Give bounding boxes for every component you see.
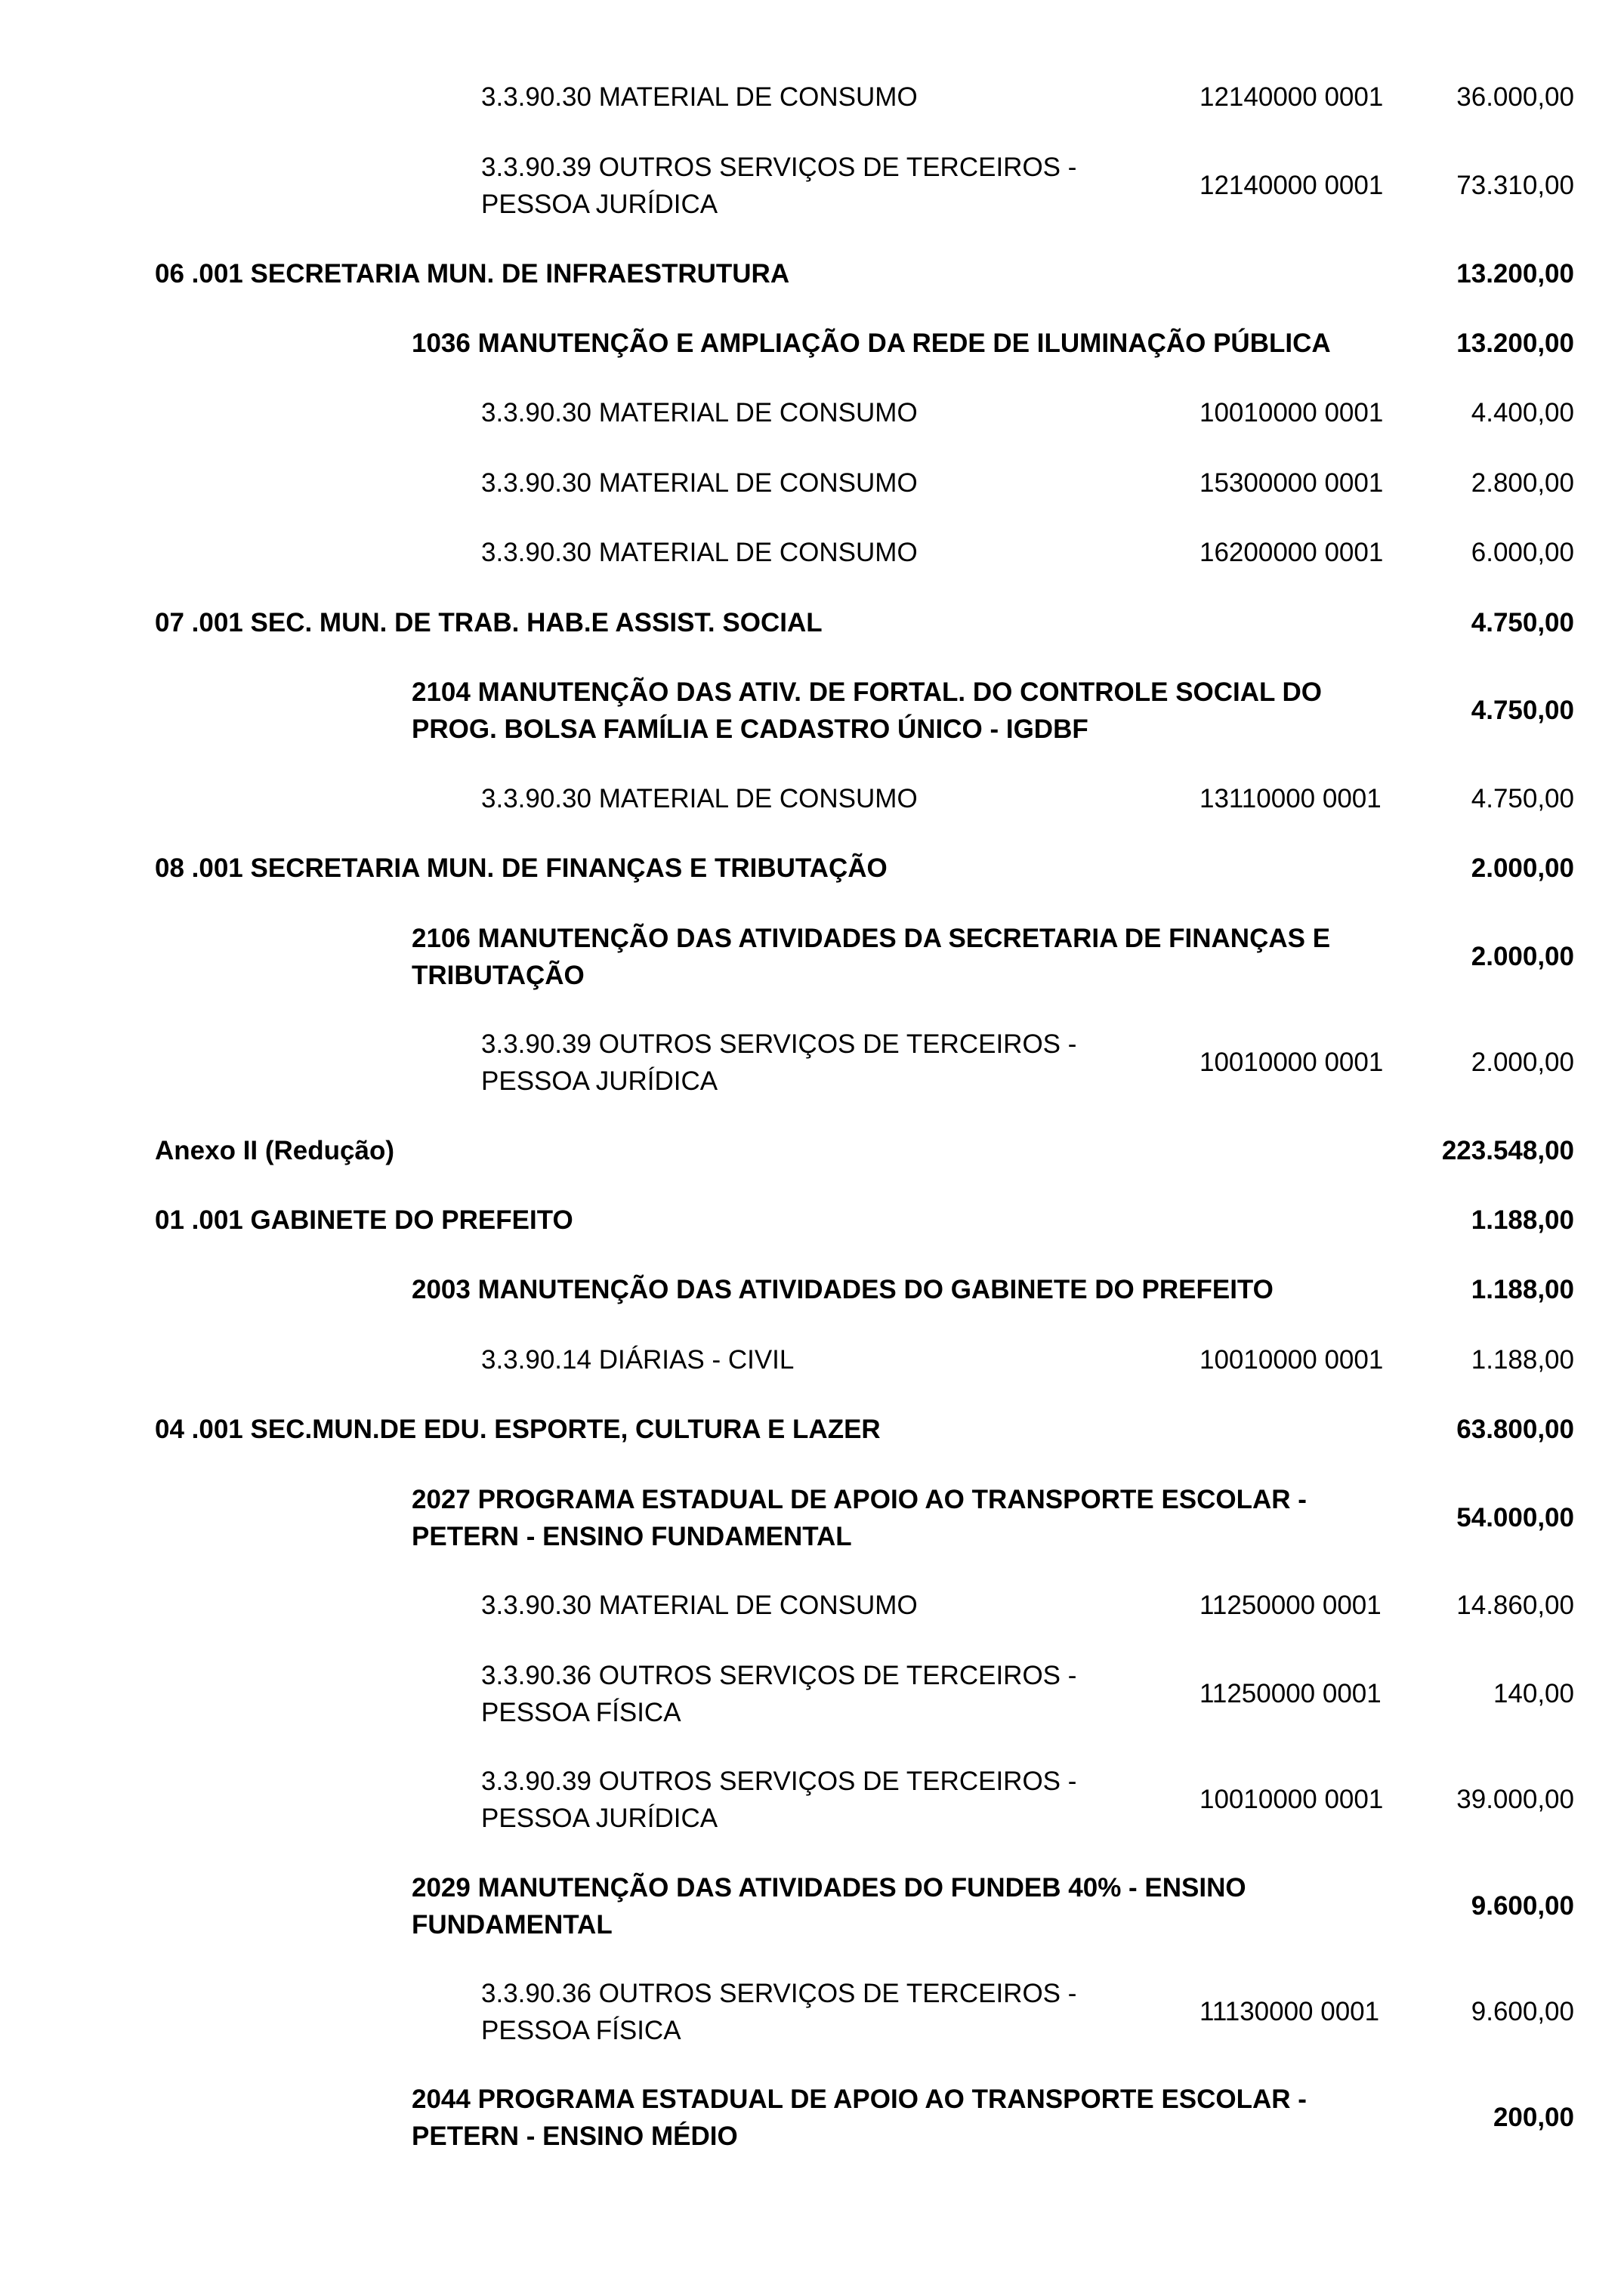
row-source: 11130000 0001 bbox=[1199, 1997, 1380, 2026]
row-value: 4.750,00 bbox=[1471, 784, 1574, 813]
row-value: 6.000,00 bbox=[1471, 538, 1574, 567]
row-value: 2.000,00 bbox=[1471, 942, 1574, 971]
row-source: 11250000 0001 bbox=[1199, 1591, 1382, 1620]
row-source: 10010000 0001 bbox=[1199, 1048, 1384, 1077]
row-value: 13.200,00 bbox=[1456, 259, 1574, 289]
row-description: 3.3.90.39 OUTROS SERVIÇOS DE TERCEIROS - PESSOA JURÍDICA bbox=[481, 1029, 1077, 1096]
row-description: 3.3.90.30 MATERIAL DE CONSUMO bbox=[481, 468, 918, 498]
row-value: 140,00 bbox=[1493, 1679, 1574, 1708]
row-value: 13.200,00 bbox=[1456, 329, 1574, 358]
row-source: 10010000 0001 bbox=[1199, 398, 1384, 427]
row-source: 10010000 0001 bbox=[1199, 1345, 1384, 1375]
row-source: 11250000 0001 bbox=[1199, 1679, 1382, 1708]
row-description: 3.3.90.36 OUTROS SERVIÇOS DE TERCEIROS - PESSOA FÍSICA bbox=[481, 1979, 1077, 2045]
row-description: 3.3.90.30 MATERIAL DE CONSUMO bbox=[481, 82, 918, 112]
row-description: Anexo II (Redução) bbox=[155, 1136, 394, 1165]
row-description: 2003 MANUTENÇÃO DAS ATIVIDADES DO GABINETE DO PREFEITO bbox=[412, 1275, 1274, 1304]
row-description: 06 .001 SECRETARIA MUN. DE INFRAESTRUTURA bbox=[155, 259, 790, 289]
row-value: 9.600,00 bbox=[1471, 1891, 1574, 1921]
row-description: 2029 MANUTENÇÃO DAS ATIVIDADES DO FUNDEB 40% - ENSINO FUNDAMENTAL bbox=[412, 1873, 1246, 1940]
row-source: 12140000 0001 bbox=[1199, 171, 1384, 200]
row-description: 3.3.90.30 MATERIAL DE CONSUMO bbox=[481, 1591, 918, 1620]
row-value: 73.310,00 bbox=[1456, 171, 1574, 200]
row-description: 08 .001 SECRETARIA MUN. DE FINANÇAS E TRIBUTAÇÃO bbox=[155, 853, 888, 883]
row-value: 4.750,00 bbox=[1471, 696, 1574, 725]
row-description: 3.3.90.30 MATERIAL DE CONSUMO bbox=[481, 398, 918, 427]
row-source: 10010000 0001 bbox=[1199, 1785, 1384, 1814]
row-description: 2027 PROGRAMA ESTADUAL DE APOIO AO TRANSPORTE ESCOLAR - PETERN - ENSINO FUNDAMENTAL bbox=[412, 1485, 1307, 1551]
row-description: 3.3.90.30 MATERIAL DE CONSUMO bbox=[481, 784, 918, 813]
row-value: 36.000,00 bbox=[1456, 82, 1574, 112]
row-value: 63.800,00 bbox=[1456, 1415, 1574, 1444]
row-description: 3.3.90.30 MATERIAL DE CONSUMO bbox=[481, 538, 918, 567]
row-value: 2.000,00 bbox=[1471, 853, 1574, 883]
row-description: 3.3.90.39 OUTROS SERVIÇOS DE TERCEIROS - PESSOA JURÍDICA bbox=[481, 153, 1077, 219]
row-value: 2.800,00 bbox=[1471, 468, 1574, 498]
row-description: 2104 MANUTENÇÃO DAS ATIV. DE FORTAL. DO CONTROLE SOCIAL DO PROG. BOLSA FAMÍLIA E CADASTRO ÚNICO - IGDBF bbox=[412, 677, 1323, 744]
row-description: 3.3.90.39 OUTROS SERVIÇOS DE TERCEIROS - PESSOA JURÍDICA bbox=[481, 1767, 1077, 1833]
row-source: 15300000 0001 bbox=[1199, 468, 1384, 498]
row-value: 4.750,00 bbox=[1471, 608, 1574, 637]
row-description: 3.3.90.14 DIÁRIAS - CIVIL bbox=[481, 1345, 795, 1375]
row-value: 1.188,00 bbox=[1471, 1205, 1574, 1235]
row-value: 223.548,00 bbox=[1441, 1136, 1574, 1165]
row-description: 07 .001 SEC. MUN. DE TRAB. HAB.E ASSIST. SOCIAL bbox=[155, 608, 823, 637]
row-description: 3.3.90.36 OUTROS SERVIÇOS DE TERCEIROS - PESSOA FÍSICA bbox=[481, 1661, 1077, 1727]
row-value: 1.188,00 bbox=[1471, 1275, 1574, 1304]
row-description: 04 .001 SEC.MUN.DE EDU. ESPORTE, CULTURA E LAZER bbox=[155, 1415, 881, 1444]
row-description: 2106 MANUTENÇÃO DAS ATIVIDADES DA SECRETARIA DE FINANÇAS E TRIBUTAÇÃO bbox=[412, 924, 1331, 990]
row-value: 1.188,00 bbox=[1471, 1345, 1574, 1375]
row-description: 1036 MANUTENÇÃO E AMPLIAÇÃO DA REDE DE ILUMINAÇÃO PÚBLICA bbox=[412, 329, 1331, 358]
row-description: 2044 PROGRAMA ESTADUAL DE APOIO AO TRANSPORTE ESCOLAR - PETERN - ENSINO MÉDIO bbox=[412, 2085, 1307, 2151]
row-source: 13110000 0001 bbox=[1199, 784, 1382, 813]
row-description: 01 .001 GABINETE DO PREFEITO bbox=[155, 1205, 573, 1235]
row-value: 54.000,00 bbox=[1456, 1503, 1574, 1532]
row-value: 200,00 bbox=[1493, 2103, 1574, 2132]
row-source: 16200000 0001 bbox=[1199, 538, 1384, 567]
row-value: 2.000,00 bbox=[1471, 1048, 1574, 1077]
row-source: 12140000 0001 bbox=[1199, 82, 1384, 112]
row-value: 39.000,00 bbox=[1456, 1785, 1574, 1814]
row-value: 9.600,00 bbox=[1471, 1997, 1574, 2026]
row-value: 14.860,00 bbox=[1456, 1591, 1574, 1620]
row-value: 4.400,00 bbox=[1471, 398, 1574, 427]
